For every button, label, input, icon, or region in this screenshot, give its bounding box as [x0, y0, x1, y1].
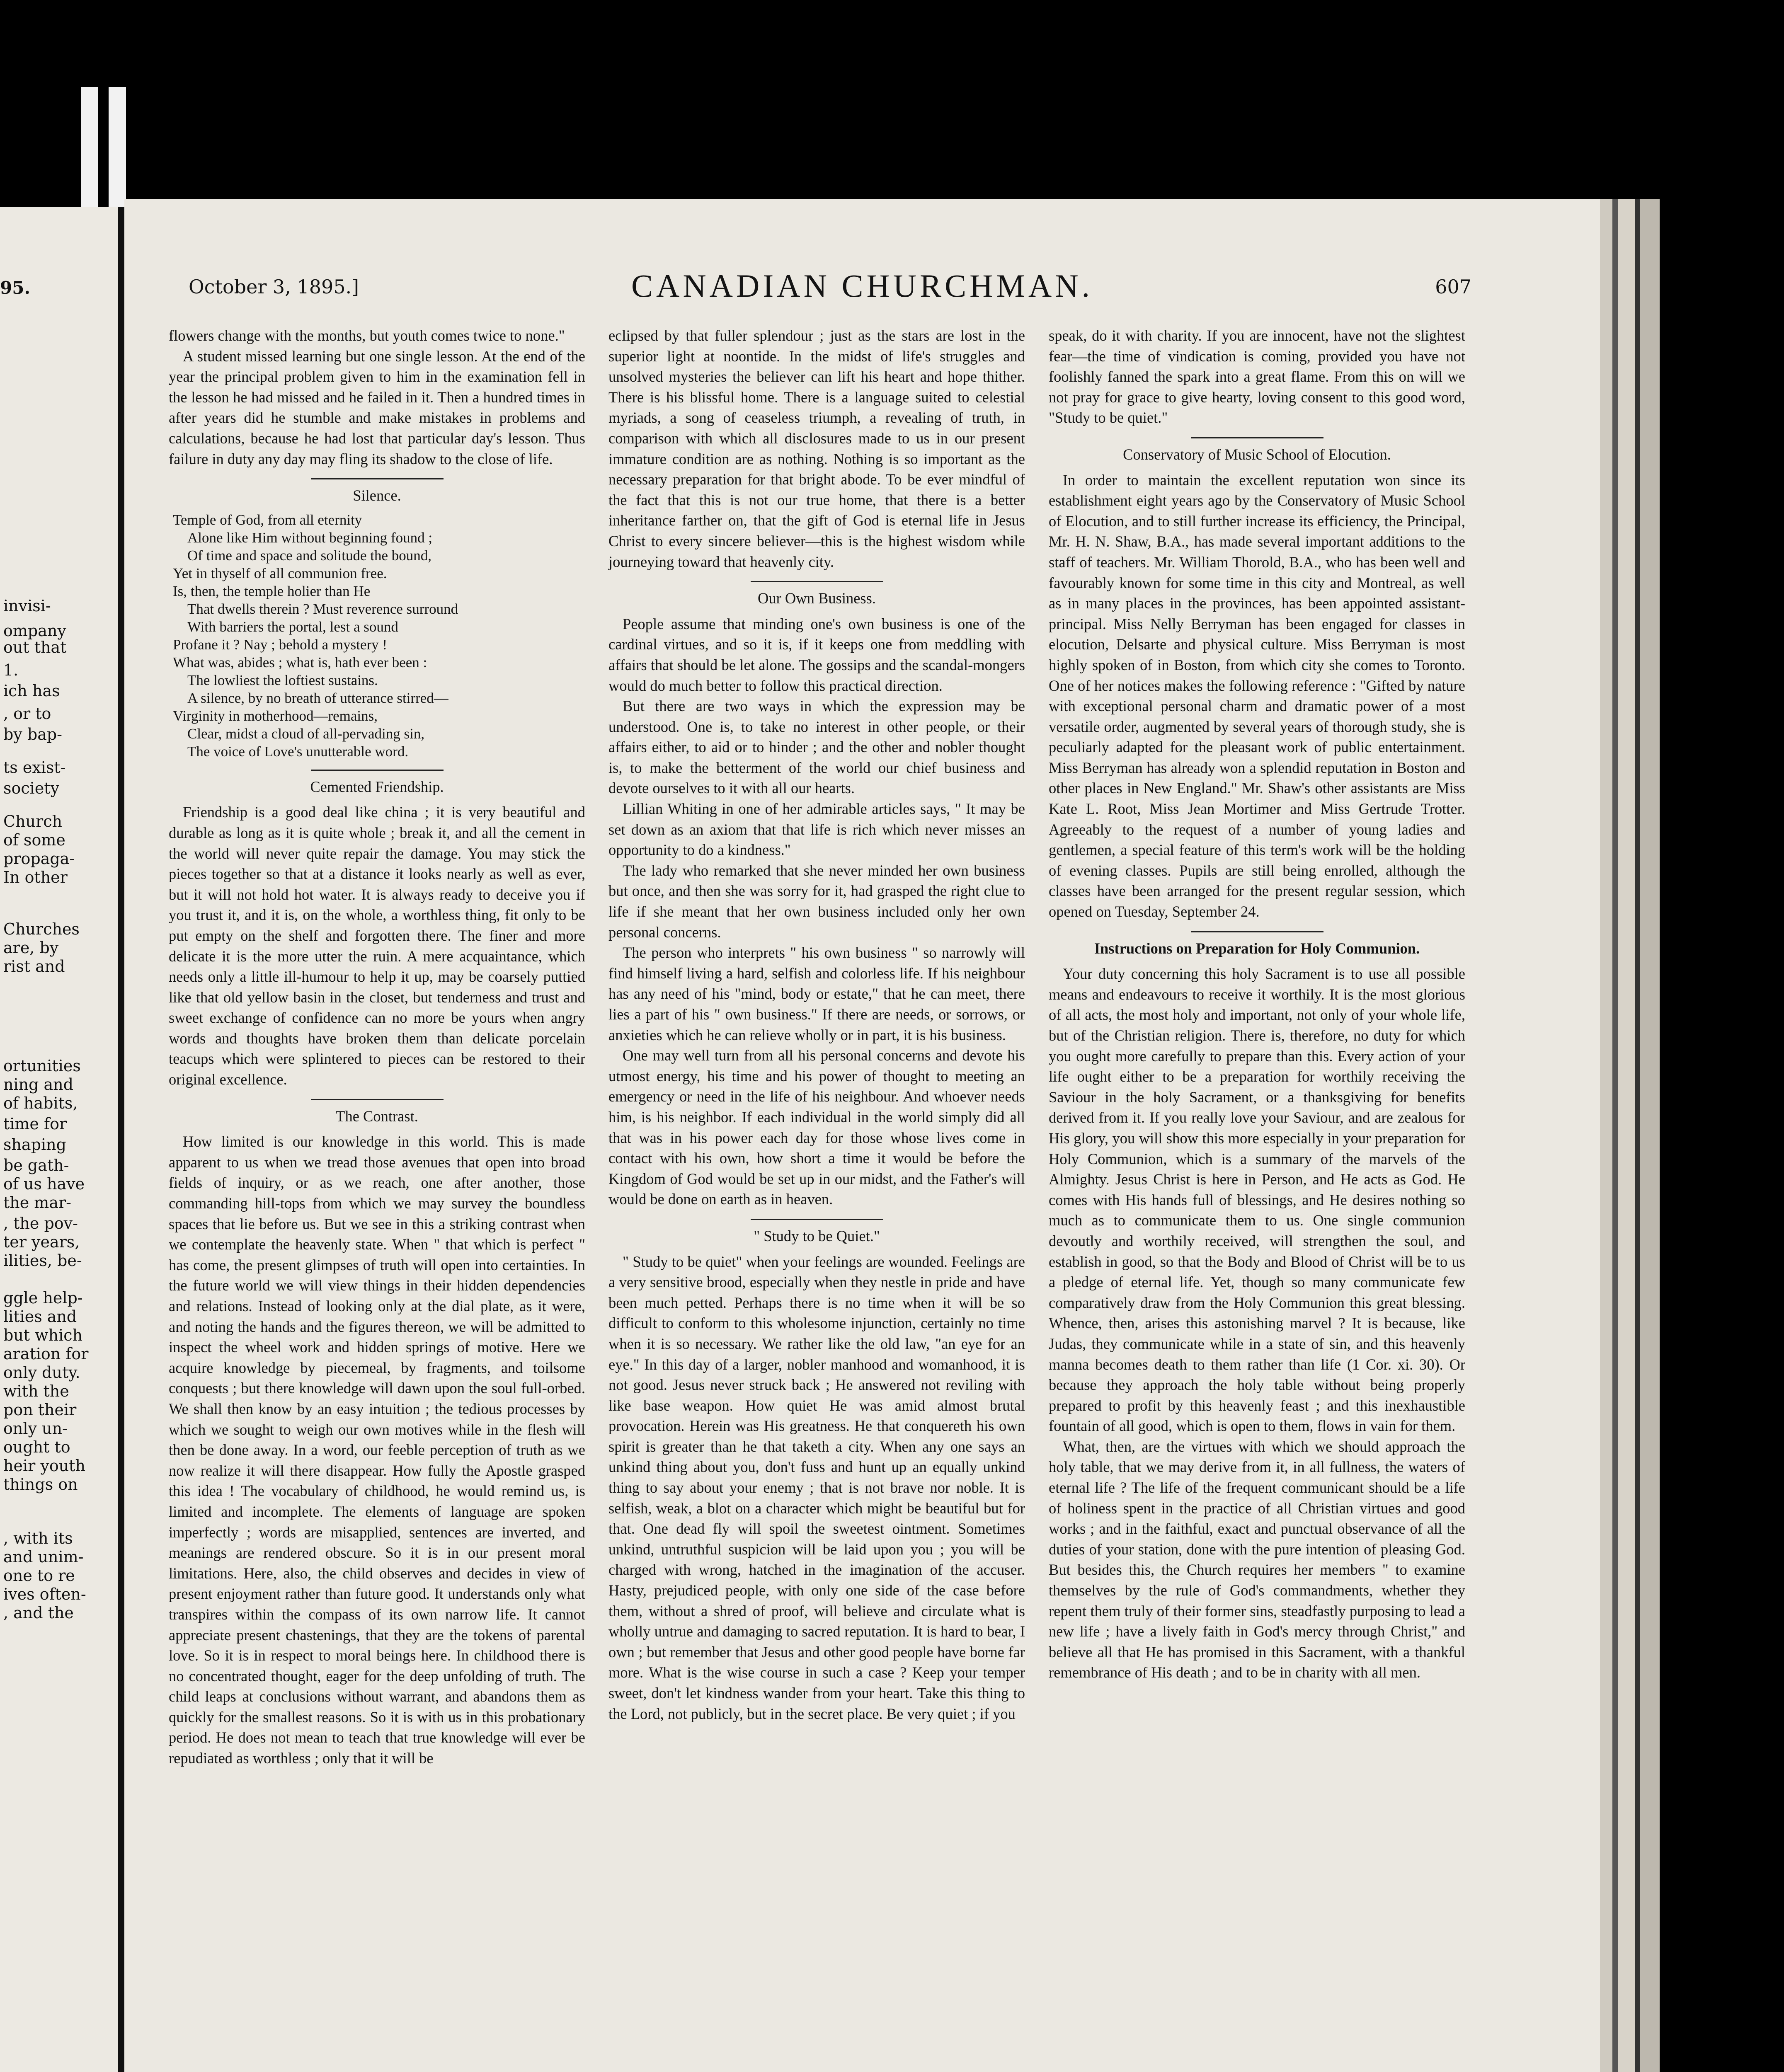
previous-page-line: ich has — [3, 682, 60, 700]
previous-page-sliver — [0, 207, 118, 2072]
previous-page-line: the mar- — [3, 1193, 72, 1212]
col1-intro-paragraph-2: A student missed learning but one single lesson. At the end of the year the principal problem given to him in the examination fell in the lesson he had missed and he failed in it. Then a hundred times in after years did he stumble and make mistakes in problems and calculations, because he had lost that particular day's lesson. Thus failure in duty any day may fling its shadow to the close of life. — [169, 347, 585, 467]
previous-page-line: and unim- — [3, 1548, 84, 1566]
previous-page-line: ter years, — [3, 1233, 80, 1251]
previous-page-line: but which — [3, 1326, 83, 1344]
previous-page-line: things on — [3, 1475, 78, 1493]
previous-page-line: with the — [3, 1382, 69, 1400]
newspaper-page — [124, 199, 1600, 2072]
previous-page-line: ives often- — [3, 1585, 86, 1603]
poem-line: The voice of Love's unutterable word. — [187, 743, 409, 760]
heading-the-contrast: The Contrast. — [336, 1107, 418, 1125]
previous-page-line: 1. — [3, 661, 19, 679]
film-mark-top-left — [81, 87, 98, 228]
communion-paragraph-2: What, then, are the virtues with which we should approach the holy table, that we may derive from it, in all fullness, the waters of eternal life ? The life of the frequent communicant should be a life of holiness spent in the practice of all Christian virtues and good works ; and in the faithful, exact and punctual observance of all the duties of your station, done with the pure intention of pleasing God. But besides this, the Church requires her members " to examine themselves by the rule of God's commandments, whether they repent them truly of their former sins, steadfastly purposing to lead a new life ; have a lively faith in God's mercy through Christ," and believe all that He has promised in this Sacrament, with a thankful remembrance of His death ; and to be in charity with all men. — [1049, 1438, 1465, 1681]
previous-page-line: by bap- — [3, 725, 63, 743]
masthead-title: CANADIAN CHURCHMAN. — [631, 268, 1093, 304]
business-paragraph-5: The person who interprets " his own business " so narrowly will find himself living a hard, selfish and colorless life. If his neighbour has any need of his "mind, body or estate," that he can meet, there lies a part of his " own business." If there are needs, or sorrows, or anxieties which he can relieve wholly or in part, it is his business. — [608, 944, 1025, 1043]
previous-page-line: Church — [3, 812, 62, 830]
previous-page-line: shaping — [3, 1135, 66, 1154]
poem-line: What was, abides ; what is, hath ever been : — [173, 654, 427, 670]
page-edge-5 — [1640, 199, 1660, 2072]
column-1 — [169, 325, 585, 1769]
heading-our-own-business: Our Own Business. — [758, 590, 876, 607]
col3-intro-paragraph: speak, do it with charity. If you are innocent, have not the slightest fear—the time of vindication is coming, provided you have not foolishly fanned the spark into a great flame. From this on will we not pray for grace to give hearty, loving consent to this good word, "Study to be quiet." — [1049, 327, 1465, 426]
previous-page-line: ompany — [3, 622, 66, 640]
heading-conservatory: Conservatory of Music School of Elocution. — [1123, 445, 1391, 463]
section-rule — [1191, 437, 1323, 438]
film-mark-top-right — [109, 87, 126, 228]
page-edge-3 — [1618, 199, 1635, 2072]
page-edge-1 — [1600, 199, 1612, 2072]
quiet-paragraph: " Study to be quiet" when your feelings are wounded. Feelings are a very sensitive brood, especially when they nestle in pride and have been much petted. Perhaps there is no time when it will be so difficult to conform to this wholesome injunction, certainly no time when it is so necessary. We rather like the old law, "an eye for an eye." In this day of a larger, nobler manhood and womanhood, it is not good. Jesus never struck back ; He answered not reviling with like base weapon. How quiet He was amid almost brutal provocation. Herein was His greatness. He that conquereth his own spirit is greater than he that taketh a city. When any one says an unkind thing about you, don't fuss and hunt up an equally unkind thing to say about your enemy ; that is not brave nor noble. It is selfish, weak, a blot on a character which might be beautiful but for that. One dead fly will spoil the sweetest ointment. Sometimes unkind, untruthful suspicion will be laid upon you ; you will be charged with wrong, hatched in the imagination of the accuser. Hasty, prejudiced people, with only one side of the case before them, without a shred of proof, will believe and circulate what is wholly untrue and damaging to sacred reputation. It is hard to bear, I own ; but remember that Jesus and other good people have borne far more. What is the wise course in such a case ? Keep your temper sweet, don't let kindness wander from your heart. Take this thing to the Lord, not publicly, but in the secret place. Be very quiet ; if you — [608, 1253, 1025, 1722]
previous-page-line: , or to — [3, 704, 51, 723]
business-paragraph-3: Lillian Whiting in one of her admirable articles says, " It may be set down as an axiom that that life is rich which never misses an opportunity to do a kindness." — [608, 800, 1025, 859]
poem-line: The lowliest the loftiest sustains. — [187, 672, 378, 688]
previous-page-line: only duty. — [3, 1363, 80, 1382]
poem-line: Yet in thyself of all communion free. — [173, 565, 387, 581]
poem-line: Temple of God, from all eternity — [173, 511, 362, 528]
section-rule — [1191, 931, 1323, 932]
previous-page-line: ilities, be- — [3, 1251, 82, 1270]
previous-page-line: invisi- — [3, 597, 51, 615]
business-paragraph-6: One may well turn from all his personal concerns and devote his utmost energy, his time and his power of thought to meeting an emergency or need in the life of his neighbour. And whoever needs him, is his neighbor. If each individual in the world simply did all that was in his power each day for those whose lives come in contact with his own, how short a time it would be before the Kingdom of God would be set up in our midst, and the Father's will would be done on earth as in heaven. — [608, 1047, 1025, 1208]
page-edge-2 — [1612, 199, 1618, 2072]
section-rule — [311, 770, 444, 771]
col2-intro-paragraph: eclipsed by that fuller splendour ; just as the stars are lost in the superior light at noontide. In the midst of life's struggles and unsolved mysteries the believer can lift his heart and hope thither. There is his blissful home. There is a language suited to celestial myriads, a song of ceaseless triumph, a revealing of truth, in comparison with which all disclosures made to us in our present immature condition are as nothing. Nothing is so important as the necessary preparation for that bright abode. To be ever mindful of the fact that this is not our true home, that there is a better inheritance farther on, that the gift of God is eternal life in Jesus Christ to every sincere believer—this is the highest wisdom while journeying toward that heavenly city. — [608, 327, 1025, 570]
page-number: 607 — [1435, 276, 1471, 298]
previous-page-line: are, by — [3, 939, 59, 957]
previous-page-line: time for — [3, 1115, 67, 1133]
heading-study-to-be-quiet: " Study to be Quiet." — [754, 1227, 880, 1244]
conservatory-paragraph: In order to maintain the excellent reputation won since its establishment eight years ago by the Conservatory of Music School of Elocution, and to still further increase its efficiency, the Principal, Mr. H. N. Shaw, B.A., has made several important additions to the staff of teachers. Mr. William Thorold, B.A., who has been well and favourably known for some time in this city and Montreal, as well as in many places in the provinces, has been appointed assistant-principal. Miss Nelly Berryman has been engaged for classes in elocution, Delsarte and physical culture. Miss Berryman is most highly spoken of in Boston, from which city she comes to Toronto. One of her notices makes the following reference : "Gifted by nature with exceptional personal charm and dramatic power of a most versatile order, augmented by several years of thorough study, she is peculiarly adapted for the pleasant work of public entertainment. Miss Berryman has already won a splendid reputation in Boston and other places in New England." Mr. Shaw's other assistants are Miss Kate L. Root, Miss Jean Mortimer and Miss Gertrude Trotter. Agreeably to the request of a number of young ladies and gentlemen, a special feature of this term's work will be the holding of evening classes. Pupils are still being enrolled, although the classes have been arranged for the present regular session, which opened on Tuesday, September 24. — [1049, 471, 1465, 920]
previous-page-line: pon their — [3, 1401, 77, 1419]
previous-page-line: rist and — [3, 957, 65, 975]
poem-line: Clear, midst a cloud of all-pervading sin, — [187, 725, 425, 742]
business-paragraph-1: People assume that minding one's own business is one of the cardinal virtues, and so it is, if it keeps one from meddling with affairs that should be let alone. The gossips and the scandal-mongers would do much better to follow this practical direction. — [608, 615, 1025, 694]
poem-line: A silence, by no breath of utterance stirred— — [187, 690, 448, 706]
previous-page-line: out that — [3, 638, 67, 656]
previous-page-line: In other — [3, 868, 68, 886]
friendship-paragraph: Friendship is a good deal like china ; it is very beautiful and durable as long as it is quite whole ; break it, and all the cement in the world will never quite repair the damage. You may stick the pieces together so that at a distance it looks nearly as well as ever, but it will not hold hot water. It is always ready to deceive you if you trust it, and it is, on the whole, a worthless thing, fit only to be put empty on the shelf and forgotten there. The finer and more delicate it is the more utter the ruin. A mere acquaintance, which needs only a little ill-humour to help it up, may be coarsely puttied like that old yellow basin in the closet, but tenderness and trust and sweet exchange of confidence can no more be yours when angry words and thoughts have broken them than delicate porcelain teacups which were splintered to pieces can be restored to their original excellence. — [169, 804, 585, 1088]
previous-page-line: heir youth — [3, 1457, 85, 1475]
poem-line: Is, then, the temple holier than He — [173, 583, 371, 599]
column-2 — [608, 325, 1025, 1724]
heading-holy-communion: Instructions on Preparation for Holy Communion. — [1094, 939, 1420, 957]
section-rule — [311, 478, 444, 479]
previous-page-line: lities and — [3, 1307, 77, 1326]
heading-cemented-friendship: Cemented Friendship. — [310, 778, 444, 795]
previous-page-line: ought to — [3, 1438, 70, 1456]
previous-page-line: Churches — [3, 920, 80, 938]
poem-line: Virginity in motherhood—remains, — [173, 707, 378, 724]
poem-line: Alone like Him without beginning found ; — [187, 529, 433, 546]
poem-line: Of time and space and solitude the bound, — [187, 547, 432, 564]
col1-intro-paragraph-1: flowers change with the months, but youth comes twice to none." — [169, 327, 565, 344]
business-paragraph-4: The lady who remarked that she never minded her own business but once, and then she was sorry for it, had grasped the right clue to life if she meant that her own business included only her own personal concerns. — [608, 862, 1025, 941]
page-header — [124, 267, 1600, 313]
heading-silence: Silence. — [353, 487, 401, 504]
communion-paragraph-1: Your duty concerning this holy Sacrament is to use all possible means and endeavours to receive it worthily. It is the most glorious of all acts, the most holy and important, not only of your whole life, but of the Christian religion. There is, therefore, no duty for which you ought more carefully to prepare than this. Every action of your life ought either to be a preparation for worthily receiving the Saviour in the holy Sacrament, or a thanksgiving for benefits derived from it. If you really love your Saviour, and are zealous for His glory, you will show this more especially in your preparation for Holy Communion, which is a summary of the marvels of the Almighty. Jesus Christ is here in Person, and He acts as God. He comes with His hands full of blessings, and He desires nothing so much as to communicate them to us. One single communion devoutly and worthily received, will strengthen the soul, and establish in good, so that the Body and Blood of Christ will be to us a pledge of eternal life. Yet, though so many communicate few comparatively draw from the Holy Communion this great blessing. Whence, then, arises this astonishing marvel ? It is because, like Judas, they communicate while in a state of sin, and this heavenly manna becomes death to them rather than life (1 Cor. xi. 30). Or because they approach the holy table without being properly prepared to profit by this heavenly feast ; and this inexhaustible fountain of all good, which is open to them, flows in vain for them. — [1049, 965, 1465, 1435]
page-edge-4 — [1635, 199, 1640, 2072]
previous-page-line: , the pov- — [3, 1214, 78, 1232]
previous-page-line: aration for — [3, 1345, 89, 1363]
poem-silence — [169, 511, 585, 760]
issue-date: October 3, 1895.] — [189, 276, 359, 298]
contrast-paragraph: How limited is our knowledge in this world. This is made apparent to us when we tread those avenues that open into broad fields of inquiry, or as we reach, one after another, those commanding hill-tops from which we may survey the boundless spaces that lie before us. But we see in this a striking contrast when we contemplate the heavenly state. When " that which is perfect " has come, the present glimpses of truth will open into certainties. In the future world we will view things in their hidden dependencies and relations. Instead of looking only at the dial plate, as it were, and noting the hands and the figures thereon, we will be admitted to inspect the wheel work and hidden springs of motive. Here we acquire knowledge by piecemeal, by fragments, and toilsome conquests ; but there knowledge will dawn upon the soul full-orbed. We shall then know by an easy intuition ; the tedious processes by which we sought to weigh our own motives while in the flesh will then be done away. In a word, our feeble perception of truth as we now realize it will there disappear. How fully the Apostle grasped this idea ! The vocabulary of childhood, he would remind us, is limited and incomplete. The elements of language are spoken imperfectly ; words are misapplied, sentences are inverted, and meanings are rendered obscure. So it is in our present moral limitations. Here, also, the child observes and decides in view of present enjoyment rather than future good. It understands only what transpires within the compass of its own narrow life. It cannot appreciate present chastenings, that they are the tokens of parental love. So it is in respect to moral beings here. In childhood there is no concentrated thought, eager for the deep unfolding of truth. The child leaps at conclusions without warrant, and abandons them as quickly for the smallest reasons. So it is with us in this probationary period. He does not mean to teach that true knowledge will ever be repudiated as worthless ; only that it will be — [169, 1133, 585, 1767]
previous-page-line: of some — [3, 831, 65, 849]
previous-page-line: of habits, — [3, 1094, 78, 1112]
previous-page-line: of us have — [3, 1175, 85, 1193]
poem-line: That dwells therein ? Must reverence surround — [187, 600, 458, 617]
section-rule — [311, 1099, 444, 1100]
previous-page-line: , with its — [3, 1529, 73, 1547]
section-rule — [751, 581, 883, 582]
previous-page-line: ts exist- — [3, 758, 66, 777]
previous-page-line: society — [3, 779, 60, 797]
previous-page-number: 95. — [0, 278, 31, 298]
previous-page-line: be gath- — [3, 1156, 69, 1174]
previous-page-line: one to re — [3, 1566, 75, 1585]
poem-line: Profane it ? Nay ; behold a mystery ! — [173, 636, 388, 653]
previous-page-line: ortunities — [3, 1057, 81, 1075]
poem-line: With barriers the portal, lest a sound — [187, 618, 398, 635]
business-paragraph-2: But there are two ways in which the expression may be understood. One is, to take no interest in other people, or their affairs either, to aid or to hinder ; and the other and nobler thought is, to make the betterment of the world our chief business and devote ourselves to it with all our hearts. — [608, 697, 1025, 797]
column-3 — [1049, 325, 1465, 1683]
previous-page-line: ning and — [3, 1075, 73, 1094]
previous-page-line: , and the — [3, 1604, 74, 1622]
previous-page-line: only un- — [3, 1419, 68, 1438]
previous-page-line: ggle help- — [3, 1289, 83, 1307]
previous-page-line: propaga- — [3, 850, 75, 868]
section-rule — [751, 1219, 883, 1220]
